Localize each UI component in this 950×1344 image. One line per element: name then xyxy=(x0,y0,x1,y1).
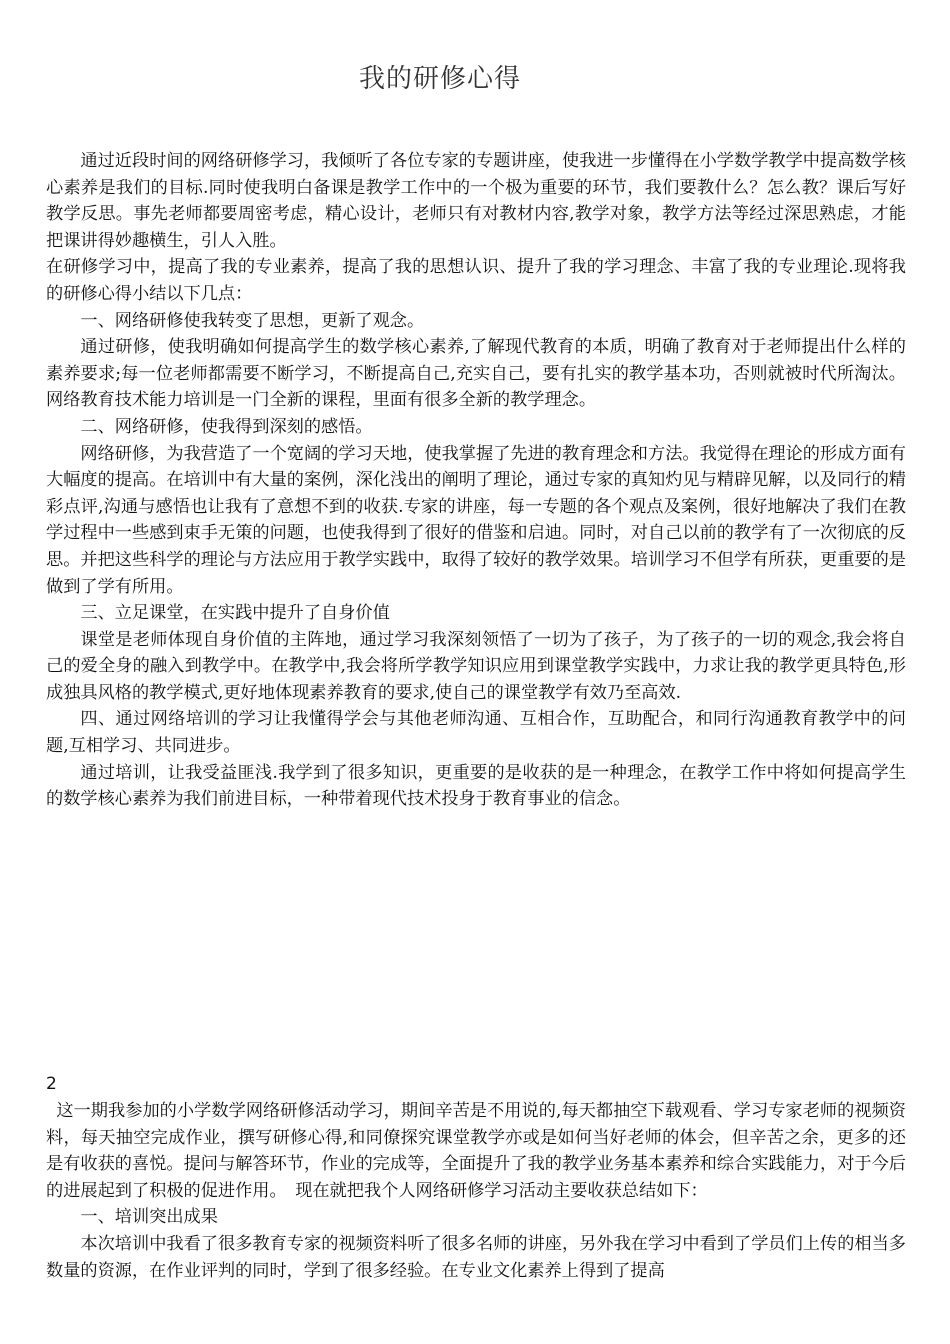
section-heading: 一、网络研修使我转变了思想，更新了观念。 xyxy=(80,310,425,331)
essay-section-1 xyxy=(46,148,906,813)
document-title: 我的研修心得 xyxy=(358,64,521,94)
essay-section-2 xyxy=(46,1098,906,1284)
paragraph: 通过研修，使我明确如何提高学生的数学核心素养,了解现代教育的本质，明确了教育对于老师提出什么样的素养要求;每一位老师都需要不断学习，不断提高自己,充实自己，要有扎实的教学基本功，否则就被时代所淘汰。网络教育技术能力培训是一门全新的课程，里面有很多全新的教学理念。 xyxy=(46,337,906,411)
section-heading: 三、立足课堂，在实践中提升了自身价值 xyxy=(80,603,390,624)
paragraph: 网络研修，为我营造了一个宽阔的学习天地，使我掌握了先进的教育理念和方法。我觉得在理论的形成方面有大幅度的提高。在培训中有大量的案例，深化浅出的阐明了理论，通过专家的真知灼见与精辟见解，以及同行的精彩点评,沟通与感悟也让我有了意想不到的收获.专家的讲座，每一专题的各个观点及案例，很好地解决了我们在教学过程中一些感到束手无策的问题，也使我得到了很好的借鉴和启迪。同时，对自己以前的教学有了一次彻底的反思。并把这些科学的理论与方法应用于教学实践中，取得了较好的教学效果。培训学习不但学有所获，更重要的是做到了学有所用。 xyxy=(46,443,906,597)
paragraph: 通过近段时间的网络研修学习，我倾听了各位专家的专题讲座，使我进一步懂得在小学数学教学中提高数学核心素养是我们的目标.同时使我明白备课是教学工作中的一个极为重要的环节，我们要教什么？怎么教？课后写好教学反思。事先老师都要周密考虑，精心设计，老师只有对教材内容,教学对象，教学方法等经过深思熟虑，才能把课讲得妙趣横生，引人入胜。 xyxy=(46,151,906,251)
section-heading: 二、网络研修，使我得到深刻的感悟。 xyxy=(80,416,373,437)
paragraph: 在研修学习中，提高了我的专业素养，提高了我的思想认识、提升了我的学习理念、丰富了我的专业理论.现将我的研修心得小结以下几点： xyxy=(46,257,906,304)
paragraph: 课堂是老师体现自身价值的主阵地，通过学习我深刻领悟了一切为了孩子，为了孩子的一切的观念,我会将自己的爱全身的融入到教学中。在教学中,我会将所学教学知识应用到课堂教学实践中，力求让我的教学更具特色,形成独具风格的教学模式,更好地体现素养教育的要求,使自己的课堂教学有效乃至高效. xyxy=(46,629,906,703)
paragraph: 这一期我参加的小学数学网络研修活动学习，期间辛苦是不用说的,每天都抽空下载观看、学习专家老师的视频资料，每天抽空完成作业，撰写研修心得,和同僚探究课堂教学亦或是如何当好老师的体会，但辛苦之余，更多的还是有收获的喜悦。提问与解答环节，作业的完成等，全面提升了我的教学业务基本素养和综合实践能力，对于今后的进展起到了积极的促进作用。 现在就把我个人网络研修学习活动主要收获总结如下： xyxy=(46,1101,906,1201)
section-heading: 一、培训突出成果 xyxy=(80,1207,218,1228)
page-number: 2 xyxy=(46,1074,57,1094)
paragraph: 通过培训，让我受益匪浅.我学到了很多知识，更重要的是收获的是一种理念，在教学工作中将如何提高学生的数学核心素养为我们前进目标，一种带着现代技术投身于教育事业的信念。 xyxy=(46,762,906,810)
section-heading: 四、通过网络培训的学习让我懂得学会与其他老师沟通、互相合作，互助配合，和同行沟通教育教学中的问题,互相学习、共同进步。 xyxy=(46,709,906,757)
paragraph: 本次培训中我看了很多教育专家的视频资料听了很多名师的讲座，另外我在学习中看到了学员们上传的相当多数量的资源，在作业评判的同时，学到了很多经验。在专业文化素养上得到了提高 xyxy=(46,1233,906,1281)
